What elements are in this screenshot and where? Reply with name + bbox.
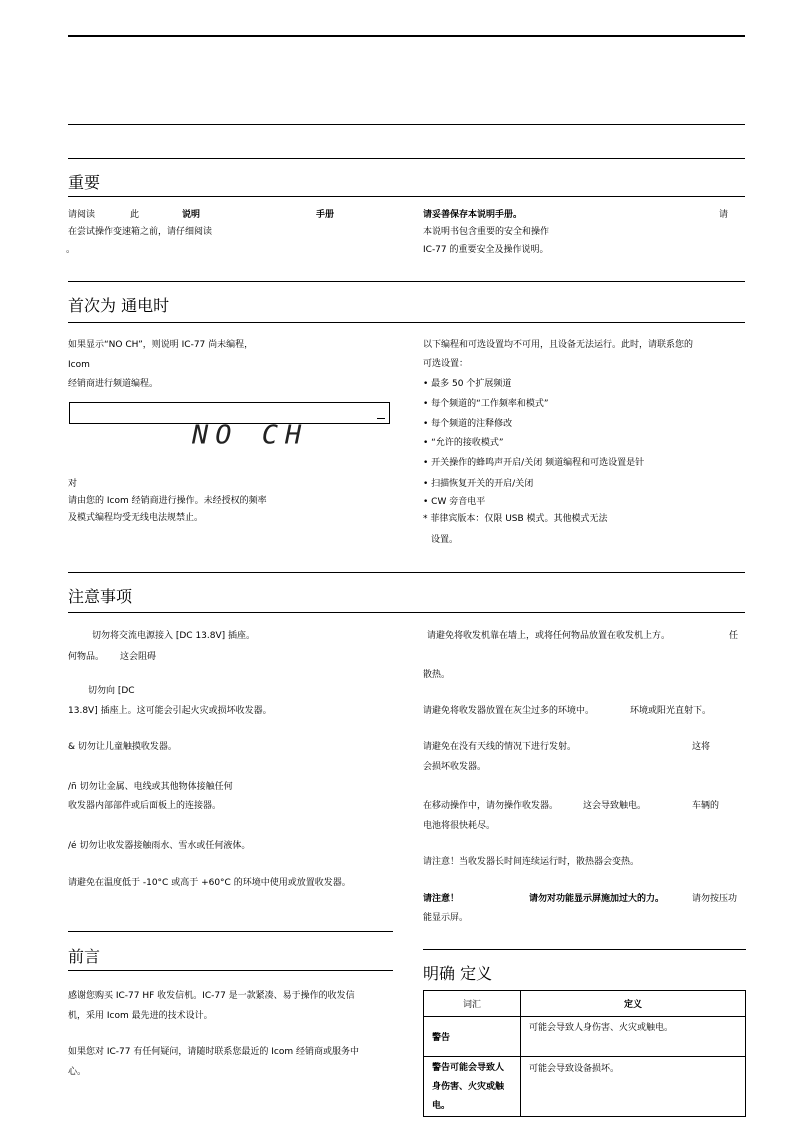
caution-line: 会损坏收发器。 bbox=[423, 762, 487, 772]
paragraph-line: 经销商进行频道编程。 bbox=[68, 379, 159, 389]
rule bbox=[68, 281, 745, 282]
table-header-row bbox=[424, 991, 746, 1017]
paragraph-line: 感谢您购买 IC-77 HF 收发信机。IC-77 是一款紧凑、易于操作的收发信 bbox=[68, 991, 355, 1001]
caution-line bbox=[529, 890, 664, 909]
cell-line: 身伤害、火灾或触 bbox=[432, 1082, 505, 1092]
caution-line: 何物品。 bbox=[68, 652, 105, 662]
paragraph-line: Icom bbox=[68, 360, 90, 370]
list-item: • 每个频道的“工作频率和模式” bbox=[423, 399, 549, 409]
caution-line: 在移动操作中，请勿操作收发器。 bbox=[423, 801, 559, 811]
table-cell: 警告 bbox=[424, 1017, 521, 1057]
table-cell: 可能会导致人身伤害、火灾或触电。 bbox=[521, 1017, 746, 1057]
rule bbox=[68, 970, 393, 971]
first-power-on-heading: 首次为 通电时 bbox=[68, 296, 170, 315]
caution-line: 收发器内部部件或后面板上的连接器。 bbox=[68, 801, 222, 811]
caution-line: 车辆的 bbox=[692, 801, 720, 811]
definitions-table bbox=[423, 990, 746, 1117]
caution-line: 这将 bbox=[692, 742, 711, 752]
important-text bbox=[316, 206, 334, 225]
top-rule bbox=[68, 35, 745, 37]
caution-line: 环境或阳光直射下。 bbox=[630, 706, 712, 716]
paragraph-line: 对 bbox=[68, 479, 78, 489]
table-row bbox=[424, 1017, 746, 1057]
list-item: • 扫描恢复开关的开启/关闭 bbox=[423, 479, 534, 489]
rule bbox=[68, 158, 745, 159]
rule bbox=[68, 572, 745, 573]
paragraph-line: 及模式编程均受无线电法规禁止。 bbox=[68, 513, 204, 523]
paragraph-line: 心。 bbox=[68, 1067, 87, 1077]
lcd-no-ch-text: NO CH bbox=[192, 420, 309, 451]
text-fragment: 手册 bbox=[316, 210, 335, 220]
caution-line: & 切勿让儿童触摸收发器。 bbox=[68, 742, 177, 752]
table-cell bbox=[424, 1057, 521, 1117]
caution-line: 任 bbox=[729, 631, 739, 641]
text-fragment: 说明 bbox=[182, 210, 201, 220]
note-line: 设置。 bbox=[431, 535, 459, 545]
rule bbox=[68, 612, 745, 613]
cell-line: 电。 bbox=[432, 1101, 451, 1111]
list-item: • “允许的接收模式” bbox=[423, 438, 504, 448]
table-row bbox=[424, 1057, 746, 1117]
caution-line: 请避免在没有天线的情况下进行发射。 bbox=[423, 742, 577, 752]
caution-line: 请注意！ bbox=[423, 894, 460, 904]
list-item: • 最多 50 个扩展频道 bbox=[423, 379, 512, 389]
important-text: 请 bbox=[719, 210, 729, 220]
caution-line: 能显示屏。 bbox=[423, 913, 469, 923]
cautions-heading: 注意事项 bbox=[68, 587, 133, 606]
important-heading: 重要 bbox=[68, 173, 101, 192]
rule bbox=[423, 949, 746, 950]
text-fragment: 此 bbox=[130, 210, 140, 220]
important-text: 请妥善保存本说明手册。 bbox=[423, 210, 523, 220]
caution-line: 切勿向 [DC bbox=[88, 686, 135, 696]
caution-line: 切勿将交流电源接入 [DC 13.8V] 插座。 bbox=[92, 631, 256, 641]
rule bbox=[68, 124, 745, 125]
important-text: IC-77 的重要安全及操作说明。 bbox=[423, 245, 549, 255]
foreword-heading: 前言 bbox=[68, 947, 101, 966]
caution-line: 电池将很快耗尽。 bbox=[423, 821, 496, 831]
caution-line: 13.8V] 插座上。这可能会引起火灾或损坏收发器。 bbox=[68, 706, 272, 716]
cell-line: 警告可能会导致人 bbox=[432, 1063, 505, 1073]
paragraph-line: 可选设置： bbox=[423, 359, 469, 369]
paragraph-line: 如果显示“NO CH”，则说明 IC-77 尚未编程， bbox=[68, 340, 254, 350]
paragraph-line: 以下编程和可选设置均不可用，且设备无法运行。此时，请联系您的 bbox=[423, 340, 694, 350]
important-text: 在尝试操作变速箱之前，请仔细阅读 bbox=[68, 227, 213, 237]
caution-line: /ñ 切勿让金属、电线或其他物体接触任何 bbox=[68, 782, 233, 792]
caution-line: 请避免将收发器放置在灰尘过多的环境中。 bbox=[423, 706, 595, 716]
caution-line: 这会导致触电。 bbox=[583, 801, 647, 811]
caution-line: 这会阻碍 bbox=[120, 652, 157, 662]
text-fragment: 请勿对功能显示屏施加过大的力。 bbox=[529, 894, 665, 904]
rule bbox=[68, 196, 745, 197]
note-line: * 菲律宾版本：仅限 USB 模式。其他模式无法 bbox=[423, 514, 608, 524]
important-text: 本说明书包含重要的安全和操作 bbox=[423, 227, 550, 237]
lcd-underline-mark bbox=[377, 418, 385, 419]
caution-line: 散热。 bbox=[423, 670, 451, 680]
table-cell: 可能会导致设备损坏。 bbox=[521, 1057, 746, 1117]
paragraph-line: 机，采用 Icom 最先进的技术设计。 bbox=[68, 1011, 213, 1021]
caution-line: 请避免在温度低于 -10°C 或高于 +60°C 的环境中使用或放置收发器。 bbox=[68, 878, 351, 888]
rule bbox=[68, 931, 393, 932]
text-fragment: 请阅读 bbox=[68, 210, 96, 220]
table-header-cell: 定义 bbox=[521, 991, 746, 1017]
paragraph-line: 请由您的 Icom 经销商进行操作。未经授权的频率 bbox=[68, 496, 267, 506]
caution-line: 请注意！当收发器长时间连续运行时，散热器会变热。 bbox=[423, 857, 640, 867]
list-item: • CW 旁音电平 bbox=[423, 497, 486, 507]
table-header-cell: 词汇 bbox=[424, 991, 521, 1017]
definitions-heading: 明确 定义 bbox=[423, 964, 493, 983]
caution-line: /é 切勿让收发器接触雨水、雪水或任何液体。 bbox=[68, 841, 251, 851]
list-item: • 开关操作的蜂鸣声开启/关闭 频道编程和可选设置是针 bbox=[423, 458, 645, 468]
paragraph-line: 如果您对 IC-77 有任何疑问，请随时联系您最近的 Icom 经销商或服务中 bbox=[68, 1047, 359, 1057]
caution-line: 请勿按压功 bbox=[692, 894, 738, 904]
important-text: 。 bbox=[66, 245, 76, 255]
caution-line: 请避免将收发机靠在墙上，或将任何物品放置在收发机上方。 bbox=[427, 631, 671, 641]
list-item: • 每个频道的注释修改 bbox=[423, 419, 513, 429]
rule bbox=[68, 322, 745, 323]
